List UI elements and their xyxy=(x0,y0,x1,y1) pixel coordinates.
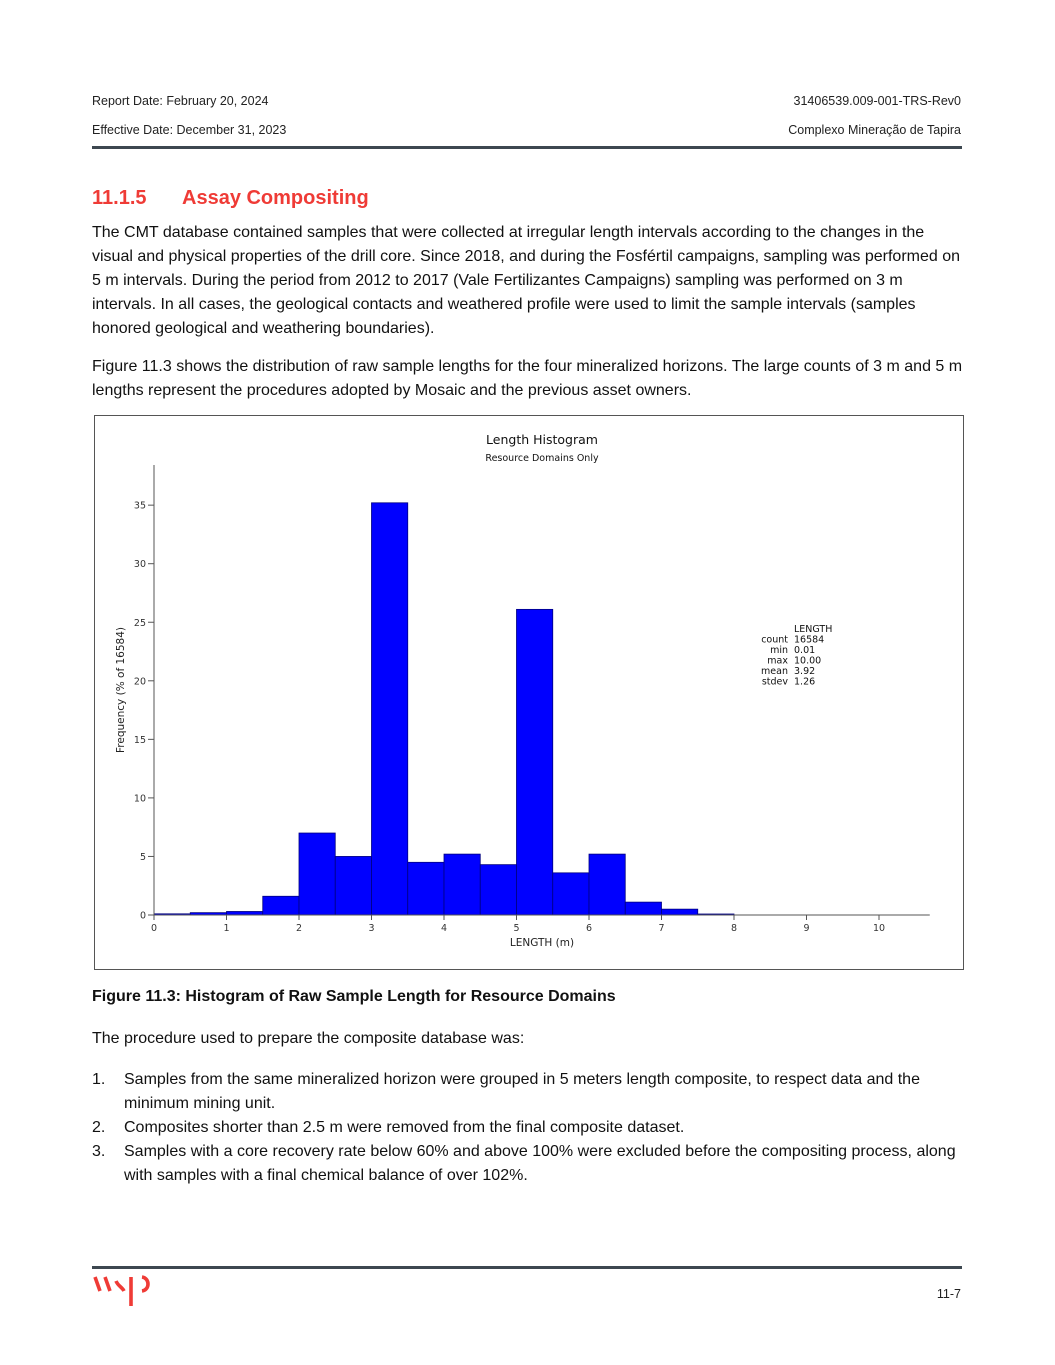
x-tick-label: 0 xyxy=(150,923,158,934)
stats-value: 10.00 xyxy=(794,655,822,667)
header-project: Complexo Mineração de Tapira xyxy=(788,123,961,137)
histogram-bar xyxy=(480,865,516,915)
x-tick-label: 3 xyxy=(368,923,375,934)
x-tick-label: 5 xyxy=(513,923,520,934)
y-axis-label: Frequency (% of 16584) xyxy=(115,627,127,753)
y-tick-label: 20 xyxy=(133,676,146,688)
list-text: Samples from the same mineralized horizon were grouped in 5 meters length composite, to respect data and the minimum mining unit. xyxy=(124,1071,920,1112)
list-intro: The procedure used to prepare the composite database was: xyxy=(92,1030,525,1047)
header-effective-date: Effective Date: December 31, 2023 xyxy=(92,123,287,137)
section-title: Assay Compositing xyxy=(182,187,369,209)
histogram-bar xyxy=(263,896,299,915)
y-tick-label: 5 xyxy=(139,851,146,863)
y-tick-label: 0 xyxy=(139,910,146,922)
x-tick-label: 9 xyxy=(803,923,810,934)
paragraph-1: The CMT database contained samples that were collected at irregular length intervals according to the changes in the visual and physical properties of the drill core. Since 2018, and during the Fosfértil campaigns, sampling was performed on 5 m intervals. During the period from 2012 to 2017 (Vale Fertilizantes Campaigns) sampling was performed on 3 m intervals. In all cases, the geological contacts and weathered profile were used to limit the sample intervals (samples honored geological and weathering boundaries). xyxy=(92,224,961,337)
procedure-list xyxy=(92,1068,967,1188)
list-item xyxy=(92,1068,967,1116)
stats-label: mean xyxy=(761,666,788,677)
stats-label: min xyxy=(770,645,788,656)
list-number: 3. xyxy=(92,1143,106,1160)
histogram-bar xyxy=(372,503,408,915)
list-text: Samples with a core recovery rate below 60% and above 100% were excluded before the compositing process, along with samples with a final chemical balance of over 102%. xyxy=(124,1143,956,1184)
bars-group xyxy=(154,503,734,915)
histogram-bar xyxy=(662,909,698,915)
y-tick-label: 15 xyxy=(133,734,146,746)
figure-caption: Figure 11.3: Histogram of Raw Sample Length for Resource Domains xyxy=(92,988,616,1005)
histogram-bar xyxy=(553,873,589,915)
list-item xyxy=(92,1140,967,1188)
list-text: Composites shorter than 2.5 m were removed from the final composite dataset. xyxy=(124,1119,685,1136)
x-tick-label: 1 xyxy=(223,923,230,934)
histogram-bar xyxy=(299,833,335,915)
page-number: 11-7 xyxy=(936,1287,961,1301)
chart-title: Length Histogram xyxy=(486,432,598,447)
stats-label: stdev xyxy=(761,676,788,688)
y-tick-label: 10 xyxy=(133,793,146,805)
histogram-bar xyxy=(335,856,371,915)
y-tick-label: 30 xyxy=(133,559,146,571)
stats-value: 3.92 xyxy=(794,666,816,677)
y-tick-label: 25 xyxy=(133,617,146,629)
stats-value: 16584 xyxy=(794,634,825,646)
stats-value: 1.26 xyxy=(794,676,816,688)
histogram-bar xyxy=(227,911,263,915)
stats-box xyxy=(761,624,832,688)
footer-divider xyxy=(92,1266,962,1269)
y-tick-label: 35 xyxy=(133,500,146,512)
x-tick-label: 2 xyxy=(295,923,303,934)
histogram-bar xyxy=(444,854,480,915)
stats-label: max xyxy=(767,655,788,667)
x-tick-label: 10 xyxy=(872,923,886,934)
x-axis-label: LENGTH (m) xyxy=(509,937,575,949)
x-tick-label: 6 xyxy=(585,923,593,934)
x-tick-label: 8 xyxy=(730,923,738,934)
list-item xyxy=(92,1116,967,1140)
x-tick-label: 7 xyxy=(658,923,665,934)
stats-header: LENGTH xyxy=(794,624,833,635)
histogram-bar xyxy=(589,854,625,915)
paragraph-2: Figure 11.3 shows the distribution of raw sample lengths for the four mineralized horizons. The large counts of 3 m and 5 m lengths represent the procedures adopted by Mosaic and the previous asset owners. xyxy=(92,358,963,399)
stats-value: 0.01 xyxy=(794,645,816,656)
histogram-bar xyxy=(517,609,553,915)
x-tick-label: 4 xyxy=(440,923,448,934)
header-doc-id: 31406539.009-001-TRS-Rev0 xyxy=(793,94,961,108)
header-report-date: Report Date: February 20, 2024 xyxy=(92,94,269,108)
wsp-logo-icon xyxy=(92,1274,158,1308)
chart-subtitle: Resource Domains Only xyxy=(485,453,599,464)
histogram-bar xyxy=(625,902,661,915)
stats-label: count xyxy=(761,634,788,646)
list-number: 2. xyxy=(92,1119,106,1136)
list-number: 1. xyxy=(92,1071,106,1088)
histogram-bar xyxy=(408,862,444,915)
section-number: 11.1.5 xyxy=(92,187,147,209)
